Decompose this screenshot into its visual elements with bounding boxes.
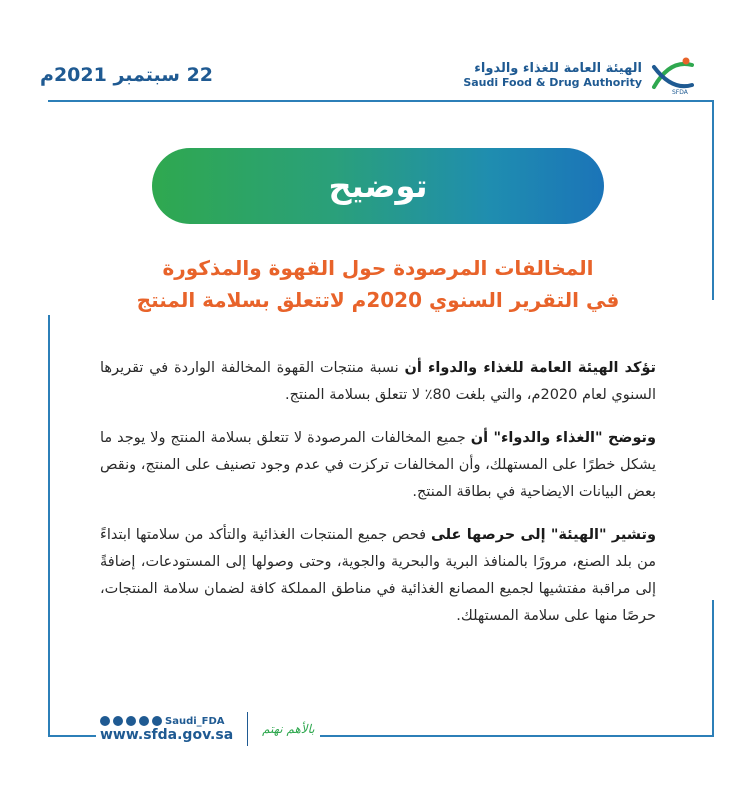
headline-line-2: في التقرير السنوي 2020م لاتتعلق بسلامة المنتج xyxy=(136,288,620,312)
frame-line-right xyxy=(712,100,714,300)
sfda-emblem-icon xyxy=(650,55,696,95)
paragraph-1-text: نسبة منتجات القهوة المخالفة الواردة في تقريرها السنوي لعام 2020م، والتي بلغت 80٪ لا تتعلق بسلامة المنتج. xyxy=(100,360,656,403)
frame-line-left xyxy=(48,315,50,735)
paragraph-3 xyxy=(100,522,656,630)
logo-english-name: Saudi Food & Drug Authority xyxy=(463,76,642,89)
footer-divider xyxy=(247,712,248,746)
website-link[interactable]: www.sfda.gov.sa xyxy=(100,726,234,743)
publish-date: 22 سبتمبر 2021م xyxy=(40,64,214,86)
headline-line-1: المخالفات المرصودة حول القهوة والمذكورة xyxy=(162,256,594,280)
headline xyxy=(60,252,696,316)
social-links xyxy=(100,716,233,727)
paragraph-3-lead: وتشير "الهيئة" إلى حرصها على xyxy=(430,527,656,543)
footer xyxy=(100,712,315,746)
slogan: بالأهم نهتم xyxy=(262,722,315,736)
logo-arabic-name: الهيئة العامة للغذاء والدواء xyxy=(474,61,642,76)
paragraph-1 xyxy=(100,355,656,409)
frame-line-bottom-left xyxy=(48,735,96,737)
paragraph-2-text: جميع المخالفات المرصودة لا تتعلق بسلامة المنتج ولا يوجد ما يشكل خطرًا على المستهلك، وأن المخالفات تركزت في عدم وجود تصنيف على المنتج، ونقص بعض البيانات الايضاحية في بطاقة المنتج. xyxy=(100,430,656,500)
paragraph-1-lead: تؤكد الهيئة العامة للغذاء والدواء أن xyxy=(404,360,657,376)
twitter-icon[interactable] xyxy=(100,716,110,726)
logo-mark-text: SFDA xyxy=(672,89,688,95)
statement-body xyxy=(100,355,656,646)
frame-line-right-lower xyxy=(712,600,714,737)
title-banner xyxy=(152,148,604,224)
paragraph-2 xyxy=(100,425,656,506)
frame-line-bottom-right xyxy=(320,735,714,737)
sfda-logo xyxy=(463,55,696,95)
snapchat-icon[interactable] xyxy=(139,716,149,726)
facebook-icon[interactable] xyxy=(152,716,162,726)
instagram-icon[interactable] xyxy=(113,716,123,726)
social-handle[interactable]: Saudi_FDA xyxy=(165,715,225,727)
page-title: توضيح xyxy=(328,167,428,205)
youtube-icon[interactable] xyxy=(126,716,136,726)
paragraph-3-text: فحص جميع المنتجات الغذائية والتأكد من سلامتها ابتداءً من بلد الصنع، مرورًا بالمنافذ البرية والبحرية والجوية، وحتى وصولها إلى المستودعات، إضافةً إلى مراقبة مفتشيها لجميع المصانع الغذائية في مناطق المملكة كافة لضمان سلامة المنتجات، حرصًا منها على سلامة المستهلك. xyxy=(100,527,656,624)
paragraph-2-lead: وتوضح "الغذاء والدواء" أن xyxy=(470,430,656,446)
frame-line-top xyxy=(48,100,712,102)
